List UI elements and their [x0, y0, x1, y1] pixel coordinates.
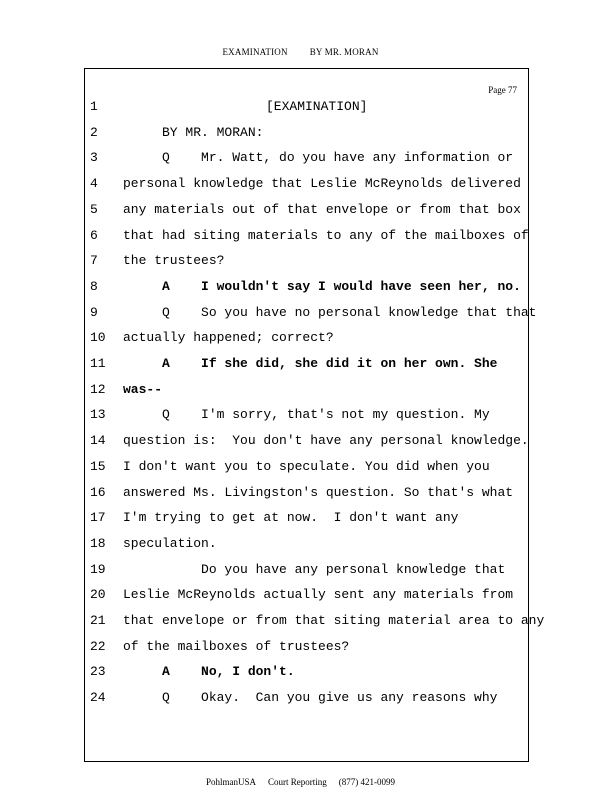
line-text: [EXAMINATION] — [266, 99, 368, 114]
line-number: 22 — [90, 638, 106, 654]
line-number: 2 — [90, 124, 98, 140]
transcript-line — [0, 659, 601, 684]
answer-text: A I wouldn't say I would have seen her, no. — [123, 278, 521, 294]
transcript-line — [0, 505, 601, 530]
transcript-line — [0, 197, 601, 222]
transcript-line — [0, 531, 601, 556]
transcript-line — [0, 480, 601, 505]
line-number: 24 — [90, 690, 106, 706]
line-number: 13 — [90, 407, 106, 423]
line-text: BY MR. MORAN: — [123, 124, 264, 140]
line-text: I'm trying to get at now. I don't want any — [123, 510, 459, 526]
footer-service: Court Reporting — [268, 777, 327, 787]
line-number: 21 — [90, 613, 106, 628]
page-header — [0, 47, 601, 57]
line-text: that envelope or from that siting material area to any — [123, 613, 545, 628]
line-text: question is: You don't have any personal knowledge. — [123, 433, 529, 449]
line-text: Q So you have no personal knowledge that that — [123, 304, 537, 320]
line-number: 16 — [90, 484, 106, 500]
page-footer — [0, 777, 601, 787]
line-text: Q Mr. Watt, do you have any information or — [123, 150, 514, 166]
line-text: actually happened; correct? — [123, 330, 334, 346]
page-number: Page 77 — [488, 85, 517, 95]
line-number: 9 — [90, 304, 98, 320]
transcript-line — [0, 377, 601, 402]
line-text: personal knowledge that Leslie McReynolds delivered — [123, 176, 521, 192]
transcript-line — [0, 454, 601, 479]
transcript-line — [0, 428, 601, 453]
line-number: 3 — [90, 150, 98, 166]
line-number: 4 — [90, 176, 98, 192]
line-number: 14 — [90, 433, 106, 449]
transcript-line — [0, 120, 601, 145]
line-number: 7 — [90, 253, 98, 269]
transcript-line — [0, 351, 601, 376]
transcript-line — [0, 557, 601, 582]
line-text: Leslie McReynolds actually sent any materials from — [123, 587, 514, 603]
line-number: 23 — [90, 664, 106, 680]
answer-text: A No, I don't. — [123, 664, 295, 680]
line-number: 20 — [90, 587, 106, 603]
transcript-line — [0, 223, 601, 248]
line-number: 10 — [90, 330, 106, 346]
header-examiner: BY MR. MORAN — [309, 47, 379, 57]
line-text: Q I'm sorry, that's not my question. My — [123, 407, 490, 423]
line-number: 11 — [90, 356, 106, 371]
line-text: answered Ms. Livingston's question. So that's what — [123, 484, 514, 500]
line-number: 12 — [90, 381, 106, 397]
transcript-line — [0, 274, 601, 299]
line-number: 18 — [90, 535, 106, 551]
line-text: Do you have any personal knowledge that — [123, 561, 506, 577]
line-text: Q Okay. Can you give us any reasons why — [123, 690, 498, 706]
line-text: speculation. — [123, 535, 217, 551]
transcript-line — [0, 634, 601, 659]
footer-phone: (877) 421-0099 — [338, 777, 395, 787]
transcript-line — [0, 685, 601, 710]
line-text: that had siting materials to any of the mailboxes of — [123, 227, 529, 243]
transcript-line — [0, 248, 601, 273]
transcript-line — [0, 145, 601, 170]
line-number: 1 — [90, 99, 98, 114]
line-number: 15 — [90, 458, 106, 474]
line-text: of the mailboxes of trustees? — [123, 638, 350, 654]
transcript-line — [0, 325, 601, 350]
transcript-line — [0, 582, 601, 607]
transcript-line — [0, 300, 601, 325]
line-number: 5 — [90, 201, 98, 217]
line-number: 8 — [90, 278, 98, 294]
line-number: 6 — [90, 227, 98, 243]
line-number: 17 — [90, 510, 106, 526]
transcript-line — [0, 402, 601, 427]
footer-company: PohlmanUSA — [205, 777, 256, 787]
transcript-line — [0, 608, 601, 633]
line-text: I don't want you to speculate. You did when you — [123, 458, 490, 474]
line-text: the trustees? — [123, 253, 225, 269]
line-text: any materials out of that envelope or from that box — [123, 201, 521, 217]
answer-text: A If she did, she did it on her own. She — [123, 356, 498, 371]
transcript-line — [0, 94, 601, 119]
transcript-line — [0, 171, 601, 196]
header-section: EXAMINATION — [222, 47, 288, 57]
line-number: 19 — [90, 561, 106, 577]
answer-text: was-- — [123, 381, 163, 397]
